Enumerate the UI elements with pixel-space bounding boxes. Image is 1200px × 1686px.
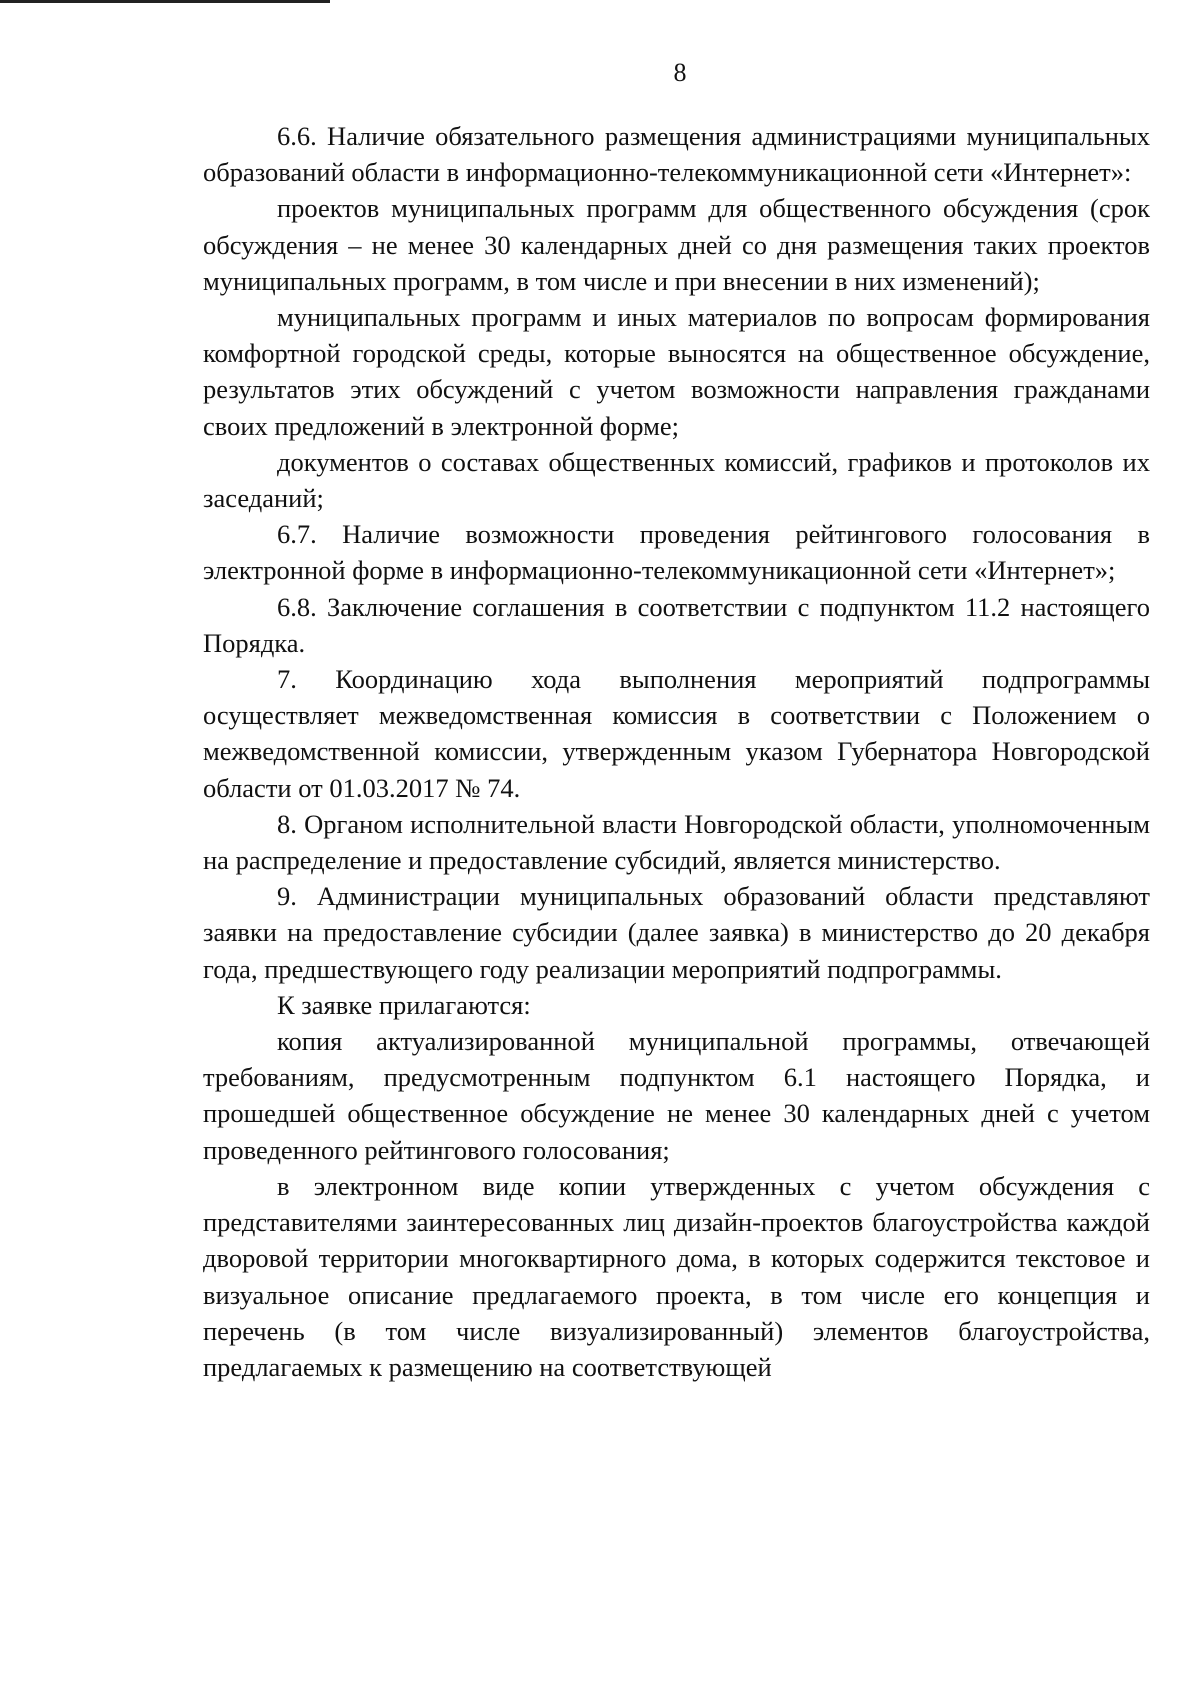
paragraph-program-copy: копия актуализированной муниципальной программы, отвечающей требованиям, предусмотренным подпунктом 6.1 настоящего Порядка, и прошедшей общественное обсуждение не менее 30 календарных дней с учетом проведенного рейтингового голосования;	[203, 1026, 1150, 1165]
paragraph-programs-materials: муниципальных программ и иных материалов по вопросам формирования комфортной городской среды, которые выносятся на общественное обсуждение, результатов этих обсуждений с учетом возможности направления гражданами своих предложений в электронной форме;	[203, 302, 1150, 441]
paragraph-design-projects: в электронном виде копии утвержденных с учетом обсуждения с представителями заинтересованных лиц дизайн-проектов благоустройства каждой дворовой территории многоквартирного дома, в которых содержится текстовое и визуальное описание предлагаемого проекта, в том числе его концепция и перечень (в том числе визуализированный) элементов благоустройства, предлагаемых к размещению на соответствующей	[203, 1170, 1150, 1382]
paragraph-6-6: 6.6. Наличие обязательного размещения администрациями муниципальных образований области в информационно-телекоммуникационной сети «Интернет»:	[203, 121, 1150, 188]
paragraph-7: 7. Координацию хода выполнения мероприятий подпрограммы осуществляет межведомственная комиссия в соответствии с Положением о межведомственной комиссии, утвержденным указом Губернатора Новгородской области от 01.03.2017 № 74.	[203, 664, 1150, 803]
paragraph-6-7: 6.7. Наличие возможности проведения рейтингового голосования в электронной форме в информационно-телекоммуникационной сети «Интернет»;	[203, 519, 1150, 586]
paragraph-8: 8. Органом исполнительной власти Новгородской области, уполномоченным на распределение и предоставление субсидий, является министерство.	[203, 808, 1150, 876]
paragraph-commission-documents: документов о составах общественных комиссий, графиков и протоколов их заседаний;	[203, 446, 1150, 514]
paragraph-9: 9. Администрации муниципальных образований области представляют заявки на предоставление субсидии (далее заявка) в министерство до 20 декабря года, предшествующего году реализации мероприятий подпрограммы.	[203, 881, 1150, 984]
paragraph-6-8: 6.8. Заключение соглашения в соответствии с подпунктом 11.2 настоящего Порядка.	[203, 591, 1150, 658]
paragraph-attachments-heading: К заявке прилагаются:	[277, 989, 531, 1020]
scan-edge-line	[0, 0, 330, 3]
document-body	[203, 118, 1150, 1385]
page-number: 8	[673, 58, 687, 87]
paragraph-draft-programs: проектов муниципальных программ для общественного обсуждения (срок обсуждения – не менее 30 календарных дней со дня размещения таких проектов муниципальных программ, в том числе и при внесении в них изменений);	[203, 193, 1150, 296]
